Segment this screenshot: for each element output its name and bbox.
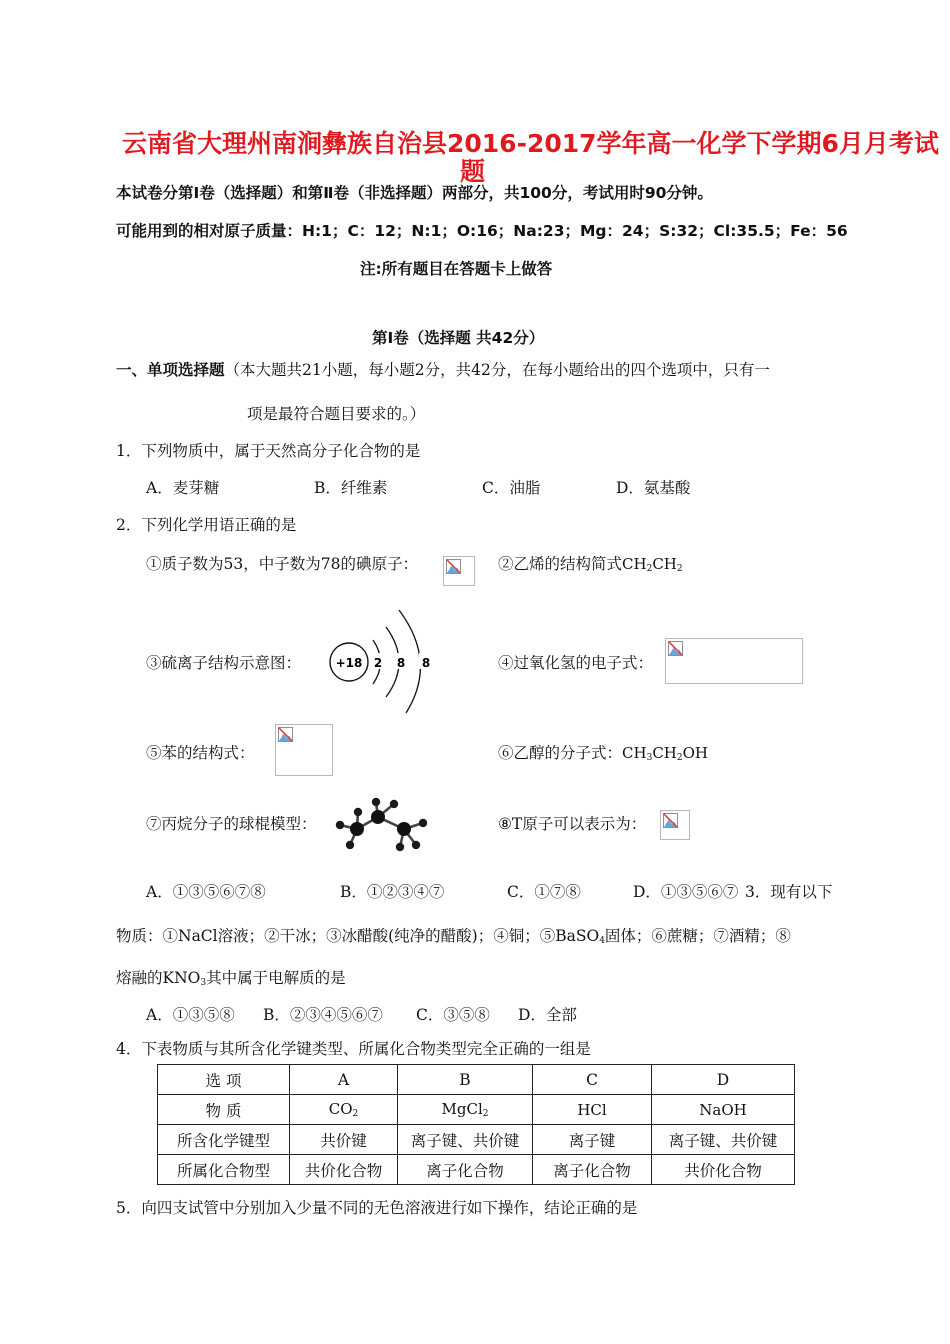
q3-stem-start: 3．现有以下 — [745, 883, 833, 901]
table-row — [158, 1155, 795, 1185]
section1-part-line — [116, 358, 770, 380]
q2-item2-prefix: ②乙烯的结构简式 — [498, 555, 623, 573]
benzene-structure-image — [275, 724, 333, 776]
q4-table — [157, 1064, 795, 1185]
q3-line3-sub: 3 — [200, 978, 207, 988]
q3-line3-end: 其中属于电解质的是 — [206, 969, 346, 987]
q3-option-d: D．全部 — [518, 1006, 577, 1024]
table-cell: 所属化合物型 — [158, 1155, 290, 1185]
q1-stem: 1．下列物质中，属于天然高分子化合物的是 — [116, 442, 421, 460]
table-cell — [533, 1095, 652, 1125]
table-cell: 共价键 — [290, 1125, 398, 1155]
table-cell: 共价化合物 — [652, 1155, 795, 1185]
hydrogen-atoms — [336, 798, 427, 851]
q2-item6-formula-b: CH — [652, 744, 677, 762]
q2-option-d: D．①③⑤⑥⑦ — [633, 883, 739, 901]
table-cell — [290, 1095, 398, 1125]
table-cell: 离子键 — [533, 1125, 652, 1155]
q2-item6-formula-c: OH — [682, 744, 708, 762]
intro-note: 注:所有题目在答题卡上做答 — [360, 260, 553, 278]
section1-part-label: 一、单项选择题 — [116, 361, 225, 379]
shell1-electrons: 2 — [373, 656, 383, 670]
table-cell: 离子键、共价键 — [398, 1125, 533, 1155]
broken-image-icon — [663, 813, 678, 828]
shell3-electrons: 8 — [421, 656, 431, 670]
q2-item2-sub-b: 2 — [676, 564, 683, 574]
table-cell: A — [290, 1065, 398, 1095]
q3-option-c: C．③⑤⑧ — [416, 1006, 490, 1024]
table-cell: 所含化学键型 — [158, 1125, 290, 1155]
q3-option-a: A．①③⑤⑧ — [146, 1006, 235, 1024]
q2-item4: ④过氧化氢的电子式： — [498, 654, 654, 672]
table-row — [158, 1065, 795, 1095]
table-cell: C — [533, 1065, 652, 1095]
q3-line3 — [116, 966, 346, 988]
q2-item6-sub-a: 3 — [646, 753, 653, 763]
q2-item2 — [498, 552, 683, 574]
q2-item3: ③硫离子结构示意图： — [146, 654, 302, 672]
table-cell: 离子键、共价键 — [652, 1125, 795, 1155]
q2-item8: ⑧T原子可以表示为： — [498, 815, 647, 833]
q3-line3-text: 熔融的KNO — [116, 969, 201, 987]
iodine-isotope-image — [443, 556, 475, 586]
q2-item7: ⑦丙烷分子的球棍模型： — [146, 815, 317, 833]
q1-option-d: D．氨基酸 — [616, 479, 691, 497]
propane-ball-stick-model — [330, 795, 435, 857]
table-row — [158, 1125, 795, 1155]
section1-part-desc2: 项是最符合题目要求的。） — [247, 405, 426, 423]
q3-line2-end: 固体；⑥蔗糖；⑦酒精；⑧ — [604, 927, 791, 945]
substance-a-sub: 2 — [352, 1109, 359, 1119]
q2-item6 — [498, 741, 708, 763]
tritium-notation-image — [660, 810, 690, 840]
shell2-electrons: 8 — [396, 656, 406, 670]
doc-title-line1: 云南省大理州南涧彝族自治县2016-2017学年高一化学下学期6月月考试 — [122, 129, 939, 158]
q2-option-b: B．①②③④⑦ — [340, 883, 445, 901]
table-cell — [652, 1095, 795, 1125]
intro-atomic-masses: 可能用到的相对原子质量：H:1；C：12；N:1；O:16；Na:23；Mg：24；S:32；Cl:35.5；Fe：56 — [116, 222, 848, 240]
substance-c: HCl — [577, 1100, 607, 1119]
substance-b-sub: 2 — [482, 1109, 489, 1119]
doc-title-line2: 题 — [460, 157, 486, 186]
table-cell: D — [652, 1065, 795, 1095]
q4-stem: 4．下表物质与其所含化学键类型、所属化合物类型完全正确的一组是 — [116, 1040, 591, 1058]
intro-exam-info: 本试卷分第Ⅰ卷（选择题）和第Ⅱ卷（非选择题）两部分，共100分，考试用时90分钟。 — [116, 184, 713, 202]
section1-part-desc: （本大题共21小题，每小题2分，共42分，在每小题给出的四个选项中，只有一 — [224, 361, 770, 379]
q2-item2-formula-b: CH — [652, 555, 677, 573]
table-cell: 离子化合物 — [533, 1155, 652, 1185]
sulfide-ion-structure-diagram — [326, 605, 446, 715]
substance-d: NaOH — [699, 1100, 747, 1119]
q2-item5: ⑤苯的结构式： — [146, 744, 255, 762]
q2-option-c: C．①⑦⑧ — [507, 883, 581, 901]
table-cell: B — [398, 1065, 533, 1095]
broken-image-icon — [668, 641, 683, 656]
q1-option-a: A．麦芽糖 — [146, 479, 220, 497]
q3-line2-text: 物质：①NaCl溶液；②干冰；③冰醋酸(纯净的醋酸)；④铜；⑤BaSO — [116, 927, 600, 945]
table-cell: 共价化合物 — [290, 1155, 398, 1185]
q2-option-a: A．①③⑤⑥⑦⑧ — [146, 883, 266, 901]
q2-item6-sub-b: 2 — [676, 753, 683, 763]
broken-image-icon — [446, 559, 461, 574]
q2-item6-prefix: ⑥乙醇的分子式： — [498, 744, 623, 762]
table-cell — [398, 1095, 533, 1125]
substance-b: MgCl — [441, 1100, 483, 1118]
table-cell: 离子化合物 — [398, 1155, 533, 1185]
table-cell: 物 质 — [158, 1095, 290, 1125]
table-row — [158, 1095, 795, 1125]
hydrogen-peroxide-electron-formula-image — [665, 638, 803, 684]
substance-a: CO — [328, 1100, 353, 1118]
q1-option-c: C．油脂 — [482, 479, 541, 497]
q3-option-b: B．②③④⑤⑥⑦ — [263, 1006, 383, 1024]
q3-line2 — [116, 924, 791, 946]
q2-item6-formula-a: CH — [622, 744, 647, 762]
q2-item1: ①质子数为53，中子数为78的碘原子： — [146, 555, 418, 573]
nucleus-charge: +18 — [335, 656, 363, 670]
broken-image-icon — [278, 727, 293, 742]
q2-item2-sub-a: 2 — [646, 564, 653, 574]
q3-line2-sub: 4 — [599, 936, 605, 946]
q1-option-b: B．纤维素 — [314, 479, 388, 497]
section1-heading: 第Ⅰ卷（选择题 共42分） — [372, 329, 545, 347]
q2-stem: 2．下列化学用语正确的是 — [116, 516, 297, 534]
q2-item2-formula-a: CH — [622, 555, 647, 573]
q5-stem: 5．向四支试管中分别加入少量不同的无色溶液进行如下操作，结论正确的是 — [116, 1199, 638, 1217]
table-cell: 选 项 — [158, 1065, 290, 1095]
